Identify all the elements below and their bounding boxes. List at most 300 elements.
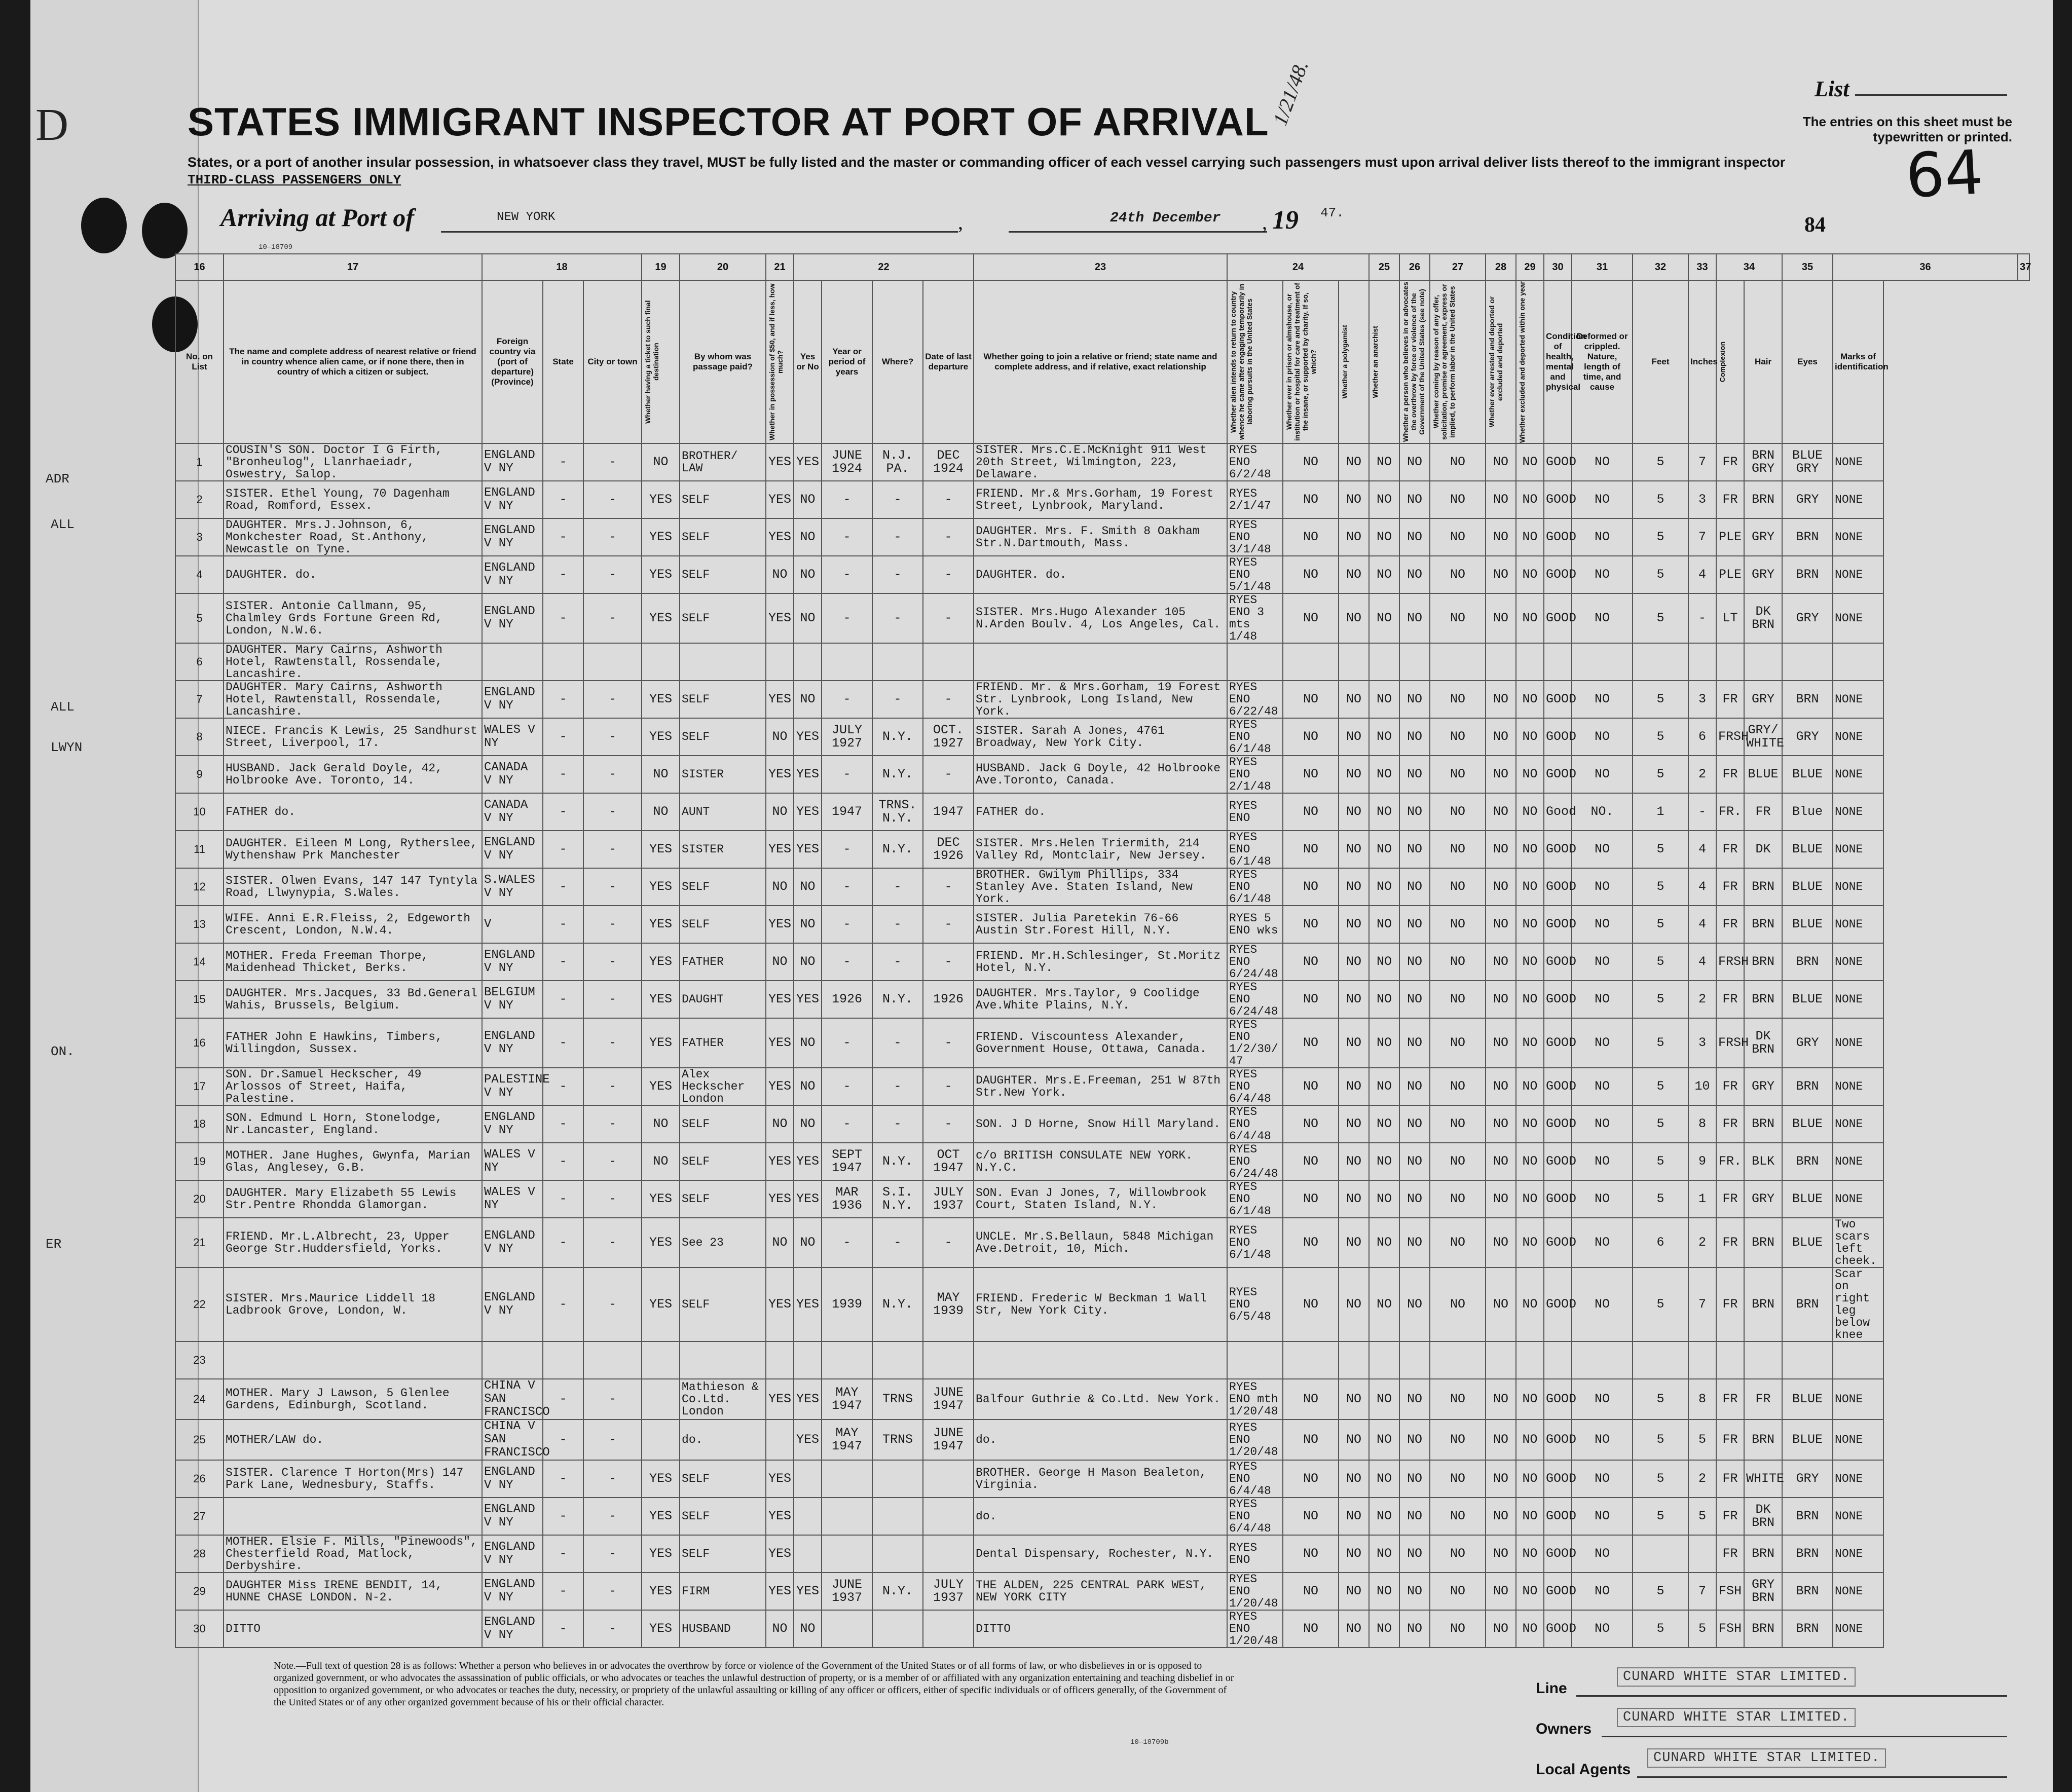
cell-c25: NO <box>1283 1068 1339 1105</box>
cell-country: CHINA V SAN FRANCISCO <box>482 1379 543 1420</box>
cell-complexion: FR <box>1716 1460 1744 1498</box>
cell-c29: NO <box>1430 1535 1486 1573</box>
cell-state <box>543 643 583 681</box>
cell-relative: SISTER. Olwen Evans, 147 147 Tyntyla Road, Llwynypia, S.Wales. <box>224 868 482 906</box>
cell-c26: NO <box>1339 831 1369 868</box>
cell-where: N.Y. <box>872 1143 923 1180</box>
cell-c28: NO <box>1399 593 1430 643</box>
cell-eyes: BRN <box>1782 1267 1833 1341</box>
cell-joining: Balfour Guthrie & Co.Ltd. New York. <box>974 1379 1227 1420</box>
cell-joining <box>974 1341 1227 1379</box>
cell-relative: WIFE. Anni E.R.Fleiss, 2, Edgeworth Crescent, London, N.W.4. <box>224 906 482 943</box>
cell-purpose: RYES ENO <box>1227 793 1283 831</box>
cell-hair: BRN <box>1744 868 1782 906</box>
cell-where <box>872 1341 923 1379</box>
comma: , <box>958 211 963 234</box>
cell-no: 8 <box>175 718 224 756</box>
cell-c25 <box>1283 643 1339 681</box>
cell-departure <box>923 1535 974 1573</box>
cell-relative: DAUGHTER Miss IRENE BENDIT, 14, HUNNE CHASE LONDON. N-2. <box>224 1573 482 1610</box>
cell-eyes: BLUE <box>1782 1379 1833 1420</box>
cell-no: 22 <box>175 1267 224 1341</box>
cell-c31: NO <box>1516 1379 1544 1420</box>
cell-years: MAR 1936 <box>822 1180 872 1218</box>
agents-label: Local Agents <box>1536 1761 1631 1778</box>
header-complexion: Complexion <box>1716 280 1744 443</box>
cell-hair: BRN <box>1744 943 1782 981</box>
cell-c25: NO <box>1283 1105 1339 1143</box>
cell-hair: BRN <box>1744 1267 1782 1341</box>
cell-deformed: NO <box>1572 443 1633 481</box>
cell-health: GOOD <box>1544 756 1572 793</box>
cell-relative: HUSBAND. Jack Gerald Doyle, 42, Holbrooke Ave. Toronto, 14. <box>224 756 482 793</box>
cell-joining: FRIEND. Mr.H.Schlesinger, St.Moritz Hotel, N.Y. <box>974 943 1227 981</box>
cell-ticket: YES <box>642 1267 680 1341</box>
cell-where: - <box>872 1105 923 1143</box>
header-col25: Whether ever in prison or almshouse, or institution or hospital for care and treatment of the insane, or supported by charity. If so, which? <box>1283 280 1339 443</box>
cell-marks: NONE <box>1833 681 1883 718</box>
passenger-row <box>175 1105 2029 1143</box>
cell-c27: NO <box>1369 1420 1399 1460</box>
passenger-row <box>175 943 2029 981</box>
cell-departure: JUNE 1947 <box>923 1379 974 1420</box>
cell-feet: 5 <box>1633 981 1688 1018</box>
cell-c30: NO <box>1486 981 1516 1018</box>
cell-country: ENGLAND V NY <box>482 556 543 593</box>
cell-before: YES <box>794 1420 822 1460</box>
cell-state: - <box>543 1018 583 1068</box>
cell-marks: Scar on right leg below knee <box>1833 1267 1883 1341</box>
cell-before <box>794 643 822 681</box>
cell-inches: 8 <box>1688 1105 1716 1143</box>
cell-joining: do. <box>974 1420 1227 1460</box>
cell-departure: - <box>923 518 974 556</box>
cell-inches: 3 <box>1688 681 1716 718</box>
cell-joining: SISTER. Sarah A Jones, 4761 Broadway, New York City. <box>974 718 1227 756</box>
owners-label: Owners <box>1536 1721 1592 1737</box>
column-number: 19 <box>642 254 680 280</box>
column-number: 35 <box>1782 254 1833 280</box>
cell-city: - <box>583 1068 642 1105</box>
cell-state: - <box>543 443 583 481</box>
cell-c30: NO <box>1486 906 1516 943</box>
cell-hair <box>1744 1341 1782 1379</box>
cell-c31 <box>1516 1341 1544 1379</box>
passenger-row <box>175 1420 2029 1460</box>
cell-departure: DEC 1926 <box>923 831 974 868</box>
cell-state: - <box>543 1105 583 1143</box>
cell-c25: NO <box>1283 868 1339 906</box>
cell-joining: FRIEND. Mr.& Mrs.Gorham, 19 Forest Street, Lynbrook, Maryland. <box>974 481 1227 518</box>
cell-health: GOOD <box>1544 718 1572 756</box>
cell-feet: 5 <box>1633 756 1688 793</box>
cell-purpose: RYES ENO 1/20/48 <box>1227 1573 1283 1610</box>
cell-health: GOOD <box>1544 1420 1572 1460</box>
cell-marks: NONE <box>1833 793 1883 831</box>
cell-c29: NO <box>1430 906 1486 943</box>
cell-c28: NO <box>1399 793 1430 831</box>
header-no-on-list: No. on List <box>175 280 224 443</box>
owners-rule <box>1602 1736 2007 1737</box>
cell-inches <box>1688 1535 1716 1573</box>
cell-c26: NO <box>1339 1105 1369 1143</box>
cell-c27: NO <box>1369 518 1399 556</box>
cell-hair <box>1744 643 1782 681</box>
cell-hair: BRN <box>1744 906 1782 943</box>
header-polygamist: Whether a polygamist <box>1339 280 1369 443</box>
cell-relative: FATHER do. <box>224 793 482 831</box>
cell-health <box>1544 643 1572 681</box>
cell-ticket <box>642 1341 680 1379</box>
header-col28: Whether a person who believes in or advocates the overthrow by force or violence of the Government of the United States (see note) <box>1399 280 1430 443</box>
cell-no: 25 <box>175 1420 224 1460</box>
cell-complexion: FR <box>1716 1267 1744 1341</box>
cell-paid: HUSBAND <box>680 1610 766 1648</box>
cell-eyes: BRN <box>1782 943 1833 981</box>
cell-joining: DITTO <box>974 1610 1227 1648</box>
cell-feet: 5 <box>1633 1460 1688 1498</box>
cell-where <box>872 1498 923 1535</box>
cell-fifty <box>766 643 794 681</box>
cell-feet: 5 <box>1633 906 1688 943</box>
cell-c25: NO <box>1283 556 1339 593</box>
cell-c26: NO <box>1339 718 1369 756</box>
cell-health: GOOD <box>1544 1218 1572 1267</box>
cell-ticket: YES <box>642 831 680 868</box>
cell-before <box>794 1460 822 1498</box>
passenger-row <box>175 681 2029 718</box>
cell-ticket: NO <box>642 793 680 831</box>
cell-hair: BRN <box>1744 1535 1782 1573</box>
cell-feet: 5 <box>1633 443 1688 481</box>
passenger-row <box>175 1610 2029 1648</box>
cell-joining: THE ALDEN, 225 CENTRAL PARK WEST, NEW YORK CITY <box>974 1573 1227 1610</box>
cell-inches: 1 <box>1688 1180 1716 1218</box>
cell-c31: NO <box>1516 831 1544 868</box>
cell-country: ENGLAND V NY <box>482 681 543 718</box>
page-title: STATES IMMIGRANT INSPECTOR AT PORT OF ARRIVAL <box>188 99 1269 144</box>
cell-marks: NONE <box>1833 1018 1883 1068</box>
cell-health: GOOD <box>1544 1267 1572 1341</box>
cell-ticket <box>642 1379 680 1420</box>
cell-no: 1 <box>175 443 224 481</box>
date-line <box>1009 231 1267 233</box>
cell-purpose <box>1227 643 1283 681</box>
cell-purpose: RYES ENO 6/24/48 <box>1227 981 1283 1018</box>
cell-fifty: YES <box>766 981 794 1018</box>
cell-inches: 9 <box>1688 1143 1716 1180</box>
cell-paid: SELF <box>680 1498 766 1535</box>
cell-before: YES <box>794 1573 822 1610</box>
cell-departure: DEC 1924 <box>923 443 974 481</box>
cell-feet: 5 <box>1633 1180 1688 1218</box>
cell-feet: 5 <box>1633 1379 1688 1420</box>
cell-purpose: RYES ENO 1/20/48 <box>1227 1610 1283 1648</box>
column-number: 34 <box>1716 254 1782 280</box>
cell-feet: 5 <box>1633 718 1688 756</box>
cell-state: - <box>543 481 583 518</box>
cell-departure: 1947 <box>923 793 974 831</box>
cell-relative: FATHER John E Hawkins, Timbers, Willingdon, Sussex. <box>224 1018 482 1068</box>
column-number: 28 <box>1486 254 1516 280</box>
cell-eyes: BRN <box>1782 518 1833 556</box>
column-number: 37 <box>2018 254 2029 280</box>
header-feet: Feet <box>1633 280 1688 443</box>
cell-c27: NO <box>1369 1267 1399 1341</box>
cell-no: 3 <box>175 518 224 556</box>
cell-purpose: RYES ENO 6/4/48 <box>1227 1068 1283 1105</box>
cell-country: ENGLAND V NY <box>482 1105 543 1143</box>
cell-c30: NO <box>1486 481 1516 518</box>
cell-state: - <box>543 1610 583 1648</box>
cell-c28: NO <box>1399 1610 1430 1648</box>
cell-c28: NO <box>1399 1460 1430 1498</box>
cell-where <box>872 1610 923 1648</box>
cell-state: - <box>543 793 583 831</box>
cell-c31: NO <box>1516 1498 1544 1535</box>
cell-purpose: RYES 2/1/47 <box>1227 481 1283 518</box>
cell-c28: NO <box>1399 831 1430 868</box>
cell-hair: BRN GRY <box>1744 443 1782 481</box>
passenger-rows <box>175 443 2029 1648</box>
cell-c28: NO <box>1399 1218 1430 1267</box>
cell-marks: NONE <box>1833 718 1883 756</box>
passenger-row <box>175 981 2029 1018</box>
cell-ticket: YES <box>642 1068 680 1105</box>
passenger-row <box>175 643 2029 681</box>
passenger-row <box>175 1460 2029 1498</box>
cell-relative: SISTER. Clarence T Horton(Mrs) 147 Park Lane, Wednesbury, Staffs. <box>224 1460 482 1498</box>
cell-ticket: YES <box>642 1498 680 1535</box>
page-number: 84 <box>1804 213 1826 237</box>
cell-inches: 4 <box>1688 556 1716 593</box>
cell-paid: FATHER <box>680 943 766 981</box>
cell-joining: Dental Dispensary, Rochester, N.Y. <box>974 1535 1227 1573</box>
cell-c30: NO <box>1486 1498 1516 1535</box>
cell-inches: 2 <box>1688 1218 1716 1267</box>
cell-country: WALES V NY <box>482 718 543 756</box>
cell-c30: NO <box>1486 793 1516 831</box>
line-label: Line <box>1536 1680 1567 1697</box>
cell-deformed: NO <box>1572 1420 1633 1460</box>
cell-no: 14 <box>175 943 224 981</box>
cell-marks: NONE <box>1833 1573 1883 1610</box>
cell-c28: NO <box>1399 943 1430 981</box>
cell-fifty: YES <box>766 681 794 718</box>
cell-c30: NO <box>1486 1610 1516 1648</box>
cell-c30: NO <box>1486 518 1516 556</box>
cell-c30: NO <box>1486 868 1516 906</box>
cell-before: YES <box>794 793 822 831</box>
cell-marks: NONE <box>1833 1498 1883 1535</box>
cell-c31: NO <box>1516 1267 1544 1341</box>
cell-paid: SELF <box>680 593 766 643</box>
cell-city: - <box>583 793 642 831</box>
handwritten-date: 1/21/48. <box>1268 57 1313 129</box>
cell-marks: NONE <box>1833 1105 1883 1143</box>
cell-relative: NIECE. Francis K Lewis, 25 Sandhurst Street, Liverpool, 17. <box>224 718 482 756</box>
cell-before <box>794 1498 822 1535</box>
cell-city: - <box>583 1610 642 1648</box>
cell-feet: 5 <box>1633 1573 1688 1610</box>
cell-deformed: NO <box>1572 868 1633 906</box>
cell-ticket: NO <box>642 443 680 481</box>
cell-country: ENGLAND V NY <box>482 443 543 481</box>
arrival-date: 24th December <box>1110 210 1221 226</box>
cell-departure: - <box>923 681 974 718</box>
cell-c31: NO <box>1516 868 1544 906</box>
cell-city <box>583 643 642 681</box>
header-state: State <box>543 280 583 443</box>
cell-c25: NO <box>1283 793 1339 831</box>
cell-state: - <box>543 1218 583 1267</box>
cell-state: - <box>543 718 583 756</box>
cell-departure: JULY 1937 <box>923 1180 974 1218</box>
cell-no: 26 <box>175 1460 224 1498</box>
cell-years: JUNE 1937 <box>822 1573 872 1610</box>
cell-city: - <box>583 593 642 643</box>
column-number: 17 <box>224 254 482 280</box>
cell-eyes: BRN <box>1782 1498 1833 1535</box>
cell-joining: SON. Evan J Jones, 7, Willowbrook Court, Staten Island, N.Y. <box>974 1180 1227 1218</box>
cell-years: MAY 1947 <box>822 1420 872 1460</box>
cell-paid: SISTER <box>680 831 766 868</box>
cell-joining: DAUGHTER. Mrs.E.Freeman, 251 W 87th Str.New York. <box>974 1068 1227 1105</box>
cell-c29: NO <box>1430 756 1486 793</box>
cell-no: 10 <box>175 793 224 831</box>
cell-inches: 3 <box>1688 481 1716 518</box>
header-where: Where? <box>872 280 923 443</box>
cell-country: WALES V NY <box>482 1180 543 1218</box>
passenger-row <box>175 718 2029 756</box>
cell-hair: GRY <box>1744 681 1782 718</box>
cell-purpose: RYES ENO 2/1/48 <box>1227 756 1283 793</box>
cell-c27: NO <box>1369 1460 1399 1498</box>
cell-relative: COUSIN'S SON. Doctor I G Firth, "Bronheulog", Llanrhaeiadr, Oswestry, Salop. <box>224 443 482 481</box>
cell-c27: NO <box>1369 943 1399 981</box>
cell-deformed: NO <box>1572 756 1633 793</box>
cell-c28: NO <box>1399 518 1430 556</box>
cell-state: - <box>543 831 583 868</box>
cell-health <box>1544 1341 1572 1379</box>
cell-c25: NO <box>1283 1379 1339 1420</box>
cell-c30: NO <box>1486 1143 1516 1180</box>
cell-c28: NO <box>1399 1573 1430 1610</box>
column-number: 25 <box>1369 254 1399 280</box>
cell-where <box>872 643 923 681</box>
cell-c26: NO <box>1339 681 1369 718</box>
cell-paid: SELF <box>680 1105 766 1143</box>
cell-complexion: FR <box>1716 831 1744 868</box>
cell-state: - <box>543 1143 583 1180</box>
cell-c26: NO <box>1339 443 1369 481</box>
header-condition: Condition of health, mental and physical <box>1544 280 1572 443</box>
cell-feet: 5 <box>1633 943 1688 981</box>
cell-departure: - <box>923 1105 974 1143</box>
cell-departure: - <box>923 868 974 906</box>
cell-c25: NO <box>1283 1218 1339 1267</box>
cell-c26: NO <box>1339 981 1369 1018</box>
cell-before: YES <box>794 718 822 756</box>
cell-relative: SISTER. Ethel Young, 70 Dagenham Road, Romford, Essex. <box>224 481 482 518</box>
cell-inches: 7 <box>1688 1573 1716 1610</box>
cell-purpose: RYES ENO 1/20/48 <box>1227 1420 1283 1460</box>
cell-before: NO <box>794 1610 822 1648</box>
cell-city: - <box>583 1379 642 1420</box>
cell-state <box>543 1341 583 1379</box>
cell-hair: BRN <box>1744 1218 1782 1267</box>
cell-marks: NONE <box>1833 1460 1883 1498</box>
cell-departure: - <box>923 756 974 793</box>
cell-c28: NO <box>1399 556 1430 593</box>
cell-fifty: NO <box>766 1105 794 1143</box>
cell-marks <box>1833 1341 1883 1379</box>
cell-joining: FRIEND. Frederic W Beckman 1 Wall Str, New York City. <box>974 1267 1227 1341</box>
cell-city: - <box>583 1218 642 1267</box>
cell-paid: SELF <box>680 906 766 943</box>
cell-relative: MOTHER/LAW do. <box>224 1420 482 1460</box>
cell-relative: DAUGHTER. Eileen M Long, Rytherslee, Wythenshaw Prk Manchester <box>224 831 482 868</box>
cell-hair: BRN <box>1744 481 1782 518</box>
cell-marks: NONE <box>1833 981 1883 1018</box>
cell-c31: NO <box>1516 1068 1544 1105</box>
cell-c25: NO <box>1283 756 1339 793</box>
cell-city: - <box>583 1018 642 1068</box>
cell-paid: SELF <box>680 556 766 593</box>
cell-health: GOOD <box>1544 1180 1572 1218</box>
cell-feet: 5 <box>1633 1143 1688 1180</box>
cell-c27: NO <box>1369 1018 1399 1068</box>
cell-years: MAY 1947 <box>822 1379 872 1420</box>
cell-fifty: YES <box>766 1068 794 1105</box>
cell-marks: NONE <box>1833 943 1883 981</box>
cell-fifty: YES <box>766 906 794 943</box>
cell-paid: SELF <box>680 518 766 556</box>
passenger-row <box>175 1180 2029 1218</box>
cell-c28: NO <box>1399 718 1430 756</box>
cell-paid: SELF <box>680 1460 766 1498</box>
cell-deformed: NO <box>1572 593 1633 643</box>
cell-c31: NO <box>1516 556 1544 593</box>
cell-no: 12 <box>175 868 224 906</box>
cell-c28: NO <box>1399 481 1430 518</box>
cell-c26: NO <box>1339 481 1369 518</box>
cell-eyes: BLUE <box>1782 1218 1833 1267</box>
cell-feet: 5 <box>1633 481 1688 518</box>
cell-relative: SISTER. Mrs.Maurice Liddell 18 Ladbrook Grove, London, W. <box>224 1267 482 1341</box>
cell-joining <box>974 643 1227 681</box>
cell-before <box>794 1535 822 1573</box>
cell-c26: NO <box>1339 1267 1369 1341</box>
cell-complexion: FSH <box>1716 1610 1744 1648</box>
column-number: 29 <box>1516 254 1544 280</box>
cell-relative: DAUGHTER. Mary Cairns, Ashworth Hotel, Rawtenstall, Rossendale, Lancashire. <box>224 643 482 681</box>
cell-health: GOOD <box>1544 681 1572 718</box>
cell-complexion: FR <box>1716 756 1744 793</box>
cell-deformed: NO <box>1572 518 1633 556</box>
column-number: 18 <box>482 254 642 280</box>
cell-paid: SELF <box>680 481 766 518</box>
cell-purpose: RYES ENO 6/1/48 <box>1227 1180 1283 1218</box>
cell-no: 7 <box>175 681 224 718</box>
cell-no: 17 <box>175 1068 224 1105</box>
cell-c28: NO <box>1399 868 1430 906</box>
column-number: 31 <box>1572 254 1633 280</box>
cell-c29: NO <box>1430 681 1486 718</box>
cell-fifty <box>766 1420 794 1460</box>
cell-fifty <box>766 1341 794 1379</box>
cell-hair: BLK <box>1744 1143 1782 1180</box>
